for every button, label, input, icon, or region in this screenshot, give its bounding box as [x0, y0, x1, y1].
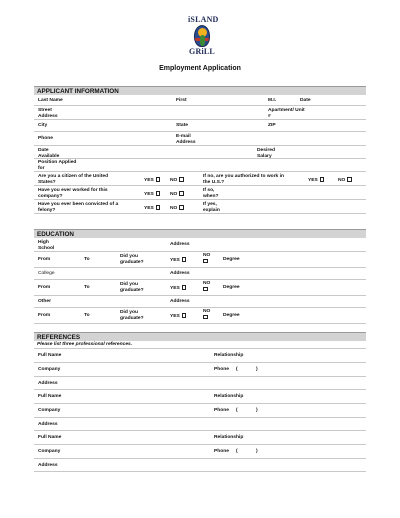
high-school-yes-option[interactable]: YES — [170, 257, 186, 264]
phone-paren-open: ( — [236, 367, 238, 372]
education-section — [34, 229, 366, 324]
address-label: Address — [38, 463, 58, 468]
graduated-label: Did you graduate? — [120, 310, 144, 321]
logo-word-grill: GRiLL — [189, 47, 215, 56]
phone-paren-open: ( — [236, 408, 238, 413]
zip-label: ZIP — [268, 123, 276, 128]
first-name-label: First — [176, 98, 187, 103]
full-name-label: Full Name — [38, 394, 62, 399]
city-row — [34, 120, 366, 132]
college-row — [34, 268, 366, 280]
reference-3-company-row — [34, 445, 366, 459]
felony-row — [34, 200, 366, 214]
references-instruction: Please list three professional references. — [34, 341, 366, 349]
graduated-label: Did you graduate? — [120, 282, 144, 293]
references-section-heading: REFERENCES — [34, 332, 366, 341]
date-label: Date — [300, 98, 311, 103]
to-label: To — [84, 257, 90, 262]
citizen-yes-option[interactable]: YES — [144, 177, 160, 184]
from-label: From — [38, 257, 51, 262]
relationship-label: Relationship — [214, 435, 244, 440]
citizen-row — [34, 172, 366, 186]
worked-yes-option[interactable]: YES — [144, 191, 160, 198]
authorized-yes-option[interactable]: YES — [308, 177, 324, 184]
worked-yes-checkbox[interactable] — [156, 191, 161, 196]
authorized-no-option[interactable]: NO — [338, 177, 352, 184]
high-school-label: High School — [38, 240, 55, 251]
degree-label: Degree — [223, 313, 240, 318]
citizen-no-checkbox[interactable] — [179, 177, 184, 182]
high-school-no-option[interactable]: NO — [203, 253, 210, 265]
reference-3-name-row — [34, 431, 366, 445]
if-so-when-label: If so, when? — [203, 188, 219, 199]
felony-yes-option[interactable]: YES — [144, 205, 160, 212]
company-label: Company — [38, 367, 61, 372]
high-school-dates-row — [34, 252, 366, 268]
other-yes-checkbox[interactable] — [182, 313, 187, 318]
phone-paren-close: ) — [256, 367, 258, 372]
reference-1-name-row — [34, 349, 366, 363]
to-label: To — [84, 285, 90, 290]
reference-1-company-row — [34, 363, 366, 377]
logo-word-island: iSLAND — [188, 15, 219, 24]
reference-3-address-row — [34, 459, 366, 472]
from-label: From — [38, 285, 51, 290]
desired-salary-label: Desired Salary — [257, 148, 275, 159]
to-label: To — [84, 313, 90, 318]
high-school-address-label: Address — [170, 242, 190, 247]
worked-before-question-label: Have you ever worked for this company? — [38, 188, 108, 199]
middle-initial-label: M.I. — [268, 98, 277, 103]
other-no-option[interactable]: NO — [203, 309, 210, 321]
phone-paren-open: ( — [236, 449, 238, 454]
full-name-label: Full Name — [38, 353, 62, 358]
company-logo — [188, 15, 219, 60]
college-dates-row — [34, 280, 366, 296]
availability-row — [34, 146, 366, 159]
reference-2-name-row — [34, 390, 366, 404]
authorized-question-label: If no, are you authorized to work in the U.S.? — [203, 174, 284, 185]
if-yes-explain-label: If yes, explain — [203, 202, 220, 213]
date-available-label: Date Available — [38, 148, 60, 159]
degree-label: Degree — [223, 257, 240, 262]
other-yes-option[interactable]: YES — [170, 313, 186, 320]
logo-emblem-icon — [194, 25, 210, 47]
last-name-label: Last Name — [38, 98, 63, 103]
felony-no-checkbox[interactable] — [179, 205, 184, 210]
college-yes-checkbox[interactable] — [182, 285, 187, 290]
email-address-label: E-mail Address — [176, 134, 196, 145]
graduated-label: Did you graduate? — [120, 254, 144, 265]
phone-label: Phone — [38, 136, 53, 141]
other-address-label: Address — [170, 299, 190, 304]
full-name-label: Full Name — [38, 435, 62, 440]
reference-1-address-row — [34, 377, 366, 390]
authorized-yes-checkbox[interactable] — [320, 177, 325, 182]
phone-label: Phone — [214, 449, 229, 454]
other-dates-row — [34, 308, 366, 324]
phone-paren-close: ) — [256, 449, 258, 454]
other-label: Other — [38, 299, 52, 304]
worked-no-option[interactable]: NO — [170, 191, 184, 198]
worked-before-row — [34, 186, 366, 200]
relationship-label: Relationship — [214, 353, 244, 358]
applicant-information-section — [34, 86, 366, 214]
other-no-checkbox[interactable] — [203, 315, 208, 320]
address-label: Address — [38, 422, 58, 427]
college-address-label: Address — [170, 271, 190, 276]
contact-row — [34, 132, 366, 146]
applicant-section-heading: APPLICANT INFORMATION — [34, 86, 366, 95]
reference-2-company-row — [34, 404, 366, 418]
city-label: City — [38, 123, 48, 128]
citizen-question-label: Are you a citizen of the United States? — [38, 174, 109, 185]
company-label: Company — [38, 408, 61, 413]
apartment-unit-label: Apartment/ Unit # — [268, 108, 305, 119]
worked-no-checkbox[interactable] — [179, 191, 184, 196]
education-section-heading: EDUCATION — [34, 229, 366, 238]
college-yes-option[interactable]: YES — [170, 285, 186, 292]
position-row — [34, 159, 366, 172]
name-row — [34, 95, 366, 106]
college-no-checkbox[interactable] — [203, 287, 208, 292]
high-school-no-checkbox[interactable] — [203, 259, 208, 264]
address-row — [34, 106, 366, 120]
felony-question-label: Have you ever been convicted of a felony? — [38, 202, 119, 213]
college-label: College — [38, 271, 55, 276]
phone-paren-close: ) — [256, 408, 258, 413]
references-section — [34, 332, 366, 472]
felony-yes-checkbox[interactable] — [156, 205, 161, 210]
document-title: Employment Application — [159, 65, 241, 72]
position-applied-label: Position Applied for — [38, 160, 77, 171]
citizen-no-option[interactable]: NO — [170, 177, 184, 184]
from-label: From — [38, 313, 51, 318]
reference-2-address-row — [34, 418, 366, 431]
other-row — [34, 296, 366, 308]
felony-no-option[interactable]: NO — [170, 205, 184, 212]
state-label: State — [176, 123, 188, 128]
phone-label: Phone — [214, 367, 229, 372]
high-school-row — [34, 238, 366, 252]
relationship-label: Relationship — [214, 394, 244, 399]
phone-label: Phone — [214, 408, 229, 413]
high-school-yes-checkbox[interactable] — [182, 257, 187, 262]
citizen-yes-checkbox[interactable] — [156, 177, 161, 182]
street-address-label: Street Address — [38, 108, 58, 119]
company-label: Company — [38, 449, 61, 454]
authorized-no-checkbox[interactable] — [347, 177, 352, 182]
address-label: Address — [38, 381, 58, 386]
college-no-option[interactable]: NO — [203, 281, 210, 293]
degree-label: Degree — [223, 285, 240, 290]
